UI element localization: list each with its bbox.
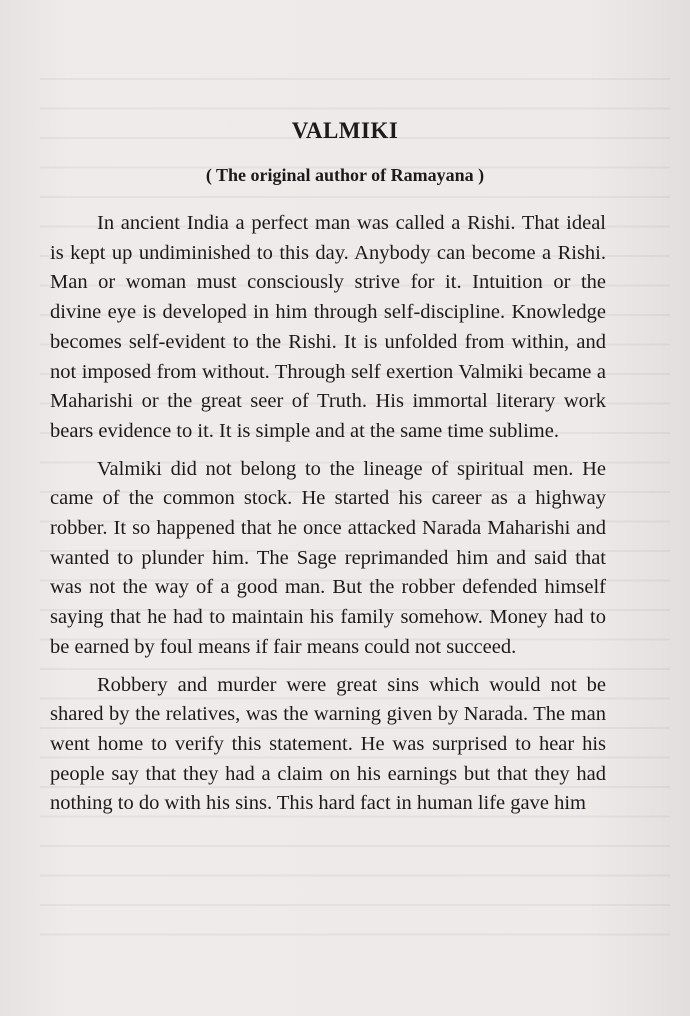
paragraph-1: In ancient India a perfect man was called a Rishi. That ideal is kept up undiminished to this day. Anybody can become a Rishi. Man or woman must consciously strive for it. Intuition or the divine eye is developed in him through self-discipline. Knowledge becomes self-evident to the Rishi. It is unfolded from within, and not imposed from without. Through self exertion Valmiki became a Maharishi or the great seer of Truth. His immortal literary work bears evidence to it. It is simple and at the same time sublime. (50, 212, 606, 442)
body-text (50, 209, 606, 827)
paragraph-2: Valmiki did not belong to the lineage of spiritual men. He came of the common stock. He started his career as a highway robber. It so happened that he once attacked Narada Maharishi and wanted to plunder him. The Sage reprimanded him and said that was not the way of a good man. But the robber defended himself saying that he had to maintain his family somehow. Money had to be earned by foul means if fair means could not succeed. (50, 457, 606, 658)
page-title: VALMIKI (291, 118, 399, 143)
page-subtitle: ( The original author of Ramayana ) (205, 165, 485, 185)
paragraph-3: Robbery and murder were great sins which would not be shared by the relatives, was the warning given by Narada. The man went home to verify this statement. He was surprised to hear his people say that they had a claim on his earnings but that they had nothing to do with his sins. This hard fact in human life gave him (50, 673, 606, 815)
